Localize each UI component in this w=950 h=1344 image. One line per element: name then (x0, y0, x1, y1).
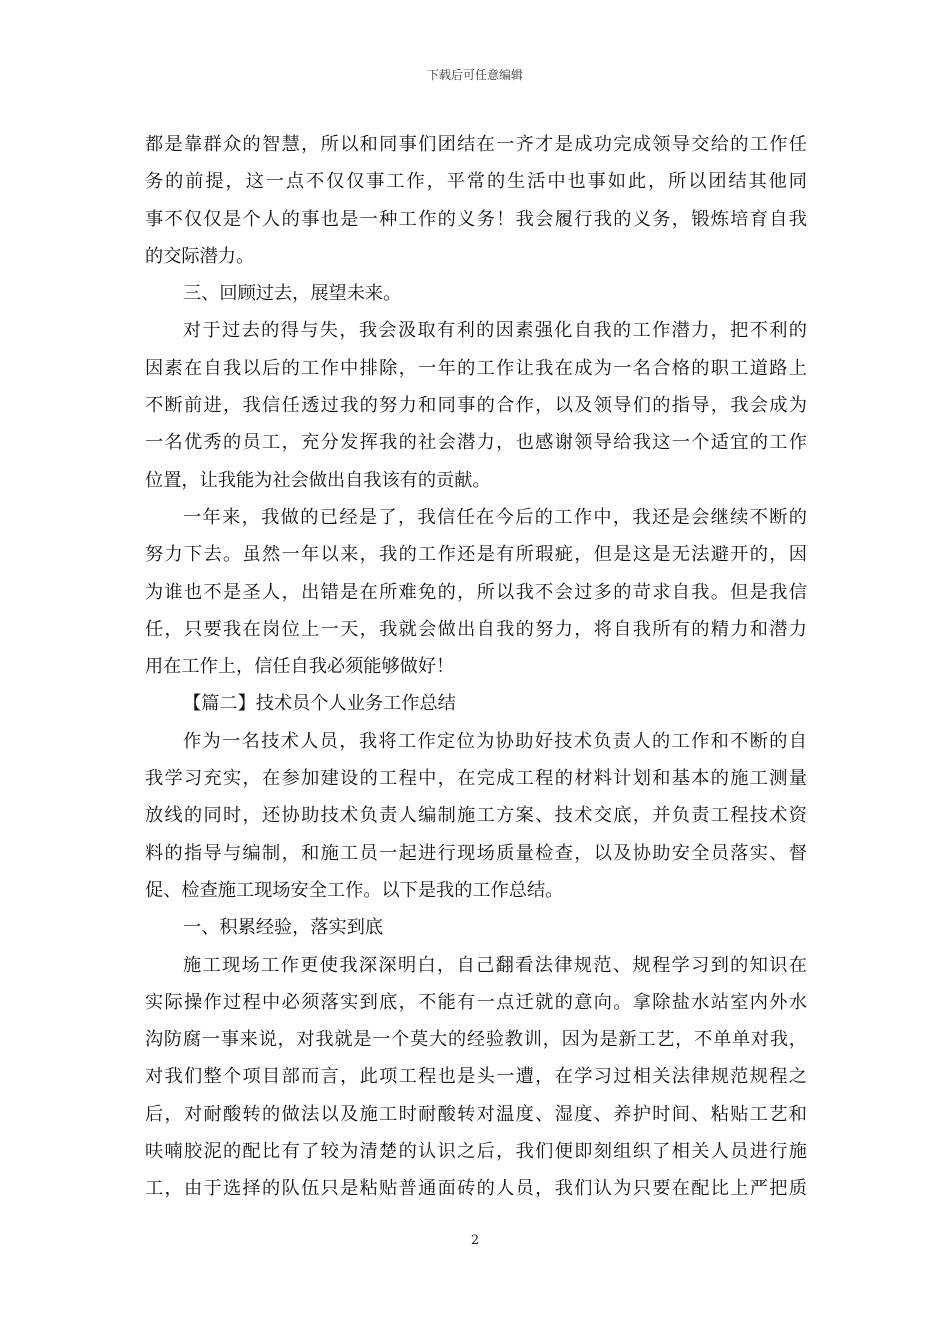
text-line: 料的指导与编制，和施工员一起进行现场质量检查，以及协助安全员落实、督 (145, 842, 807, 864)
text-line: 作为一名技术人员，我将工作定位为协助好技术负责人的工作和不断的自 (183, 730, 807, 752)
text-line: 【篇二】技术员个人业务工作总结 (183, 693, 456, 715)
text-line: 都是靠群众的智慧，所以和同事们团结在一齐才是成功完成领导交给的工作任 (145, 134, 807, 155)
text-line: 呋喃胶泥的配比有了较为清楚的认识之后，我们便即刻组织了相关人员进行施 (145, 1141, 807, 1163)
text-line: 努力下去。虽然一年以来，我的工作还是有所瑕疵，但是这是无法避开的，因 (145, 544, 807, 566)
text-line: 不断前进，我信任透过我的努力和同事的合作，以及领导们的指导，我会成为 (145, 395, 807, 417)
page-number: 2 (470, 1233, 480, 1248)
text-line: 因素在自我以后的工作中排除，一年的工作让我在成为一名合格的职工道路上 (145, 357, 807, 379)
text-line: 一、积累经验，落实到底 (183, 917, 384, 939)
text-line: 促、检查施工现场安全工作。以下是我的工作总结。 (145, 879, 564, 901)
page-footer (0, 1233, 950, 1249)
text-line: 放线的同时，还协助技术负责人编制施工方案、技术交底，并负责工程技术资 (145, 805, 807, 827)
text-line: 对我们整个项目部而言，此项工程也是头一遭，在学习过相关法律规范规程之 (145, 1066, 807, 1088)
text-line: 位置，让我能为社会做出自我该有的贡献。 (145, 469, 491, 491)
text-line: 我学习充实，在参加建设的工程中，在完成工程的材料计划和基本的施工测量 (145, 768, 807, 790)
text-line: 事不仅仅是个人的事也是一种工作的义务！我会履行我的义务，锻炼培育自我 (145, 208, 807, 230)
text-line: 一名优秀的员工，充分发挥我的社会潜力，也感谢领导给我这一个适宜的工作 (145, 432, 807, 454)
text-line: 后，对耐酸转的做法以及施工时耐酸转对温度、湿度、养护时间、粘贴工艺和 (145, 1103, 807, 1125)
text-line: 一年来，我做的已经是了，我信任在今后的工作中，我还是会继续不断的 (183, 506, 807, 528)
text-line: 任，只要我在岗位上一天，我就会做出自我的努力，将自我所有的精力和潜力 (145, 618, 807, 640)
text-line: 工，由于选择的队伍只是粘贴普通面砖的人员，我们认为只要在配比上严把质 (145, 1178, 807, 1200)
text-line: 对于过去的得与失，我会汲取有利的因素强化自我的工作潜力，把不利的 (183, 320, 807, 342)
text-line: 的交际潜力。 (145, 245, 255, 267)
text-line: 沟防腐一事来说，对我就是一个莫大的经验教训，因为是新工艺，不单单对我， (145, 1029, 807, 1051)
text-line: 用在工作上，信任自我必须能够做好！ (145, 656, 455, 678)
page-header (0, 68, 950, 82)
document-body (145, 126, 807, 1208)
header-text: 下载后可任意编辑 (426, 68, 523, 82)
text-line: 为谁也不是圣人，出错是在所难免的，所以我不会过多的苛求自我。但是我信 (145, 581, 807, 603)
text-line: 三、回顾过去，展望未来。 (183, 283, 402, 305)
text-line: 务的前提，这一点不仅仅事工作，平常的生活中也事如此，所以团结其他同 (145, 171, 807, 193)
text-line: 实际操作过程中必须落实到底，不能有一点迁就的意向。拿除盐水站室内外水 (145, 991, 807, 1013)
text-line: 施工现场工作更使我深深明白，自己翻看法律规范、规程学习到的知识在 (183, 954, 807, 976)
